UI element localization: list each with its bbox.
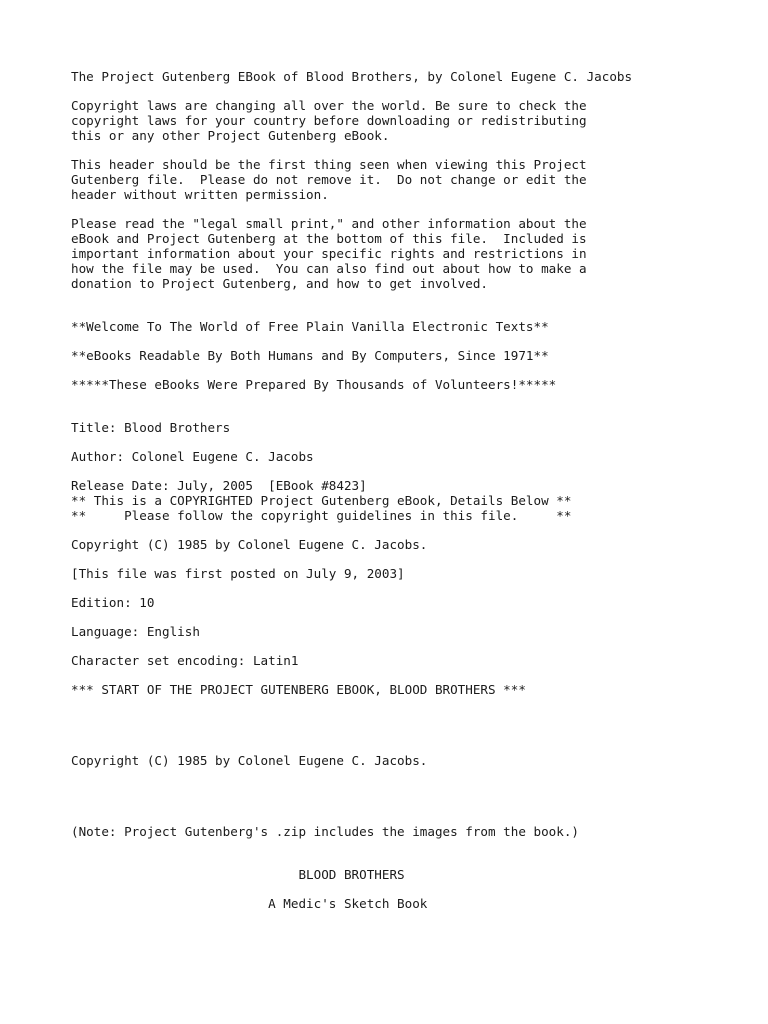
blank-line: [71, 84, 731, 98]
blank-line: [71, 202, 731, 216]
document-text: [71, 69, 731, 911]
blank-line: [71, 435, 731, 449]
text-line: header without written permission.: [71, 187, 329, 202]
blank-line: [71, 853, 731, 867]
text-line: **Welcome To The World of Free Plain Vanilla Electronic Texts**: [71, 319, 549, 334]
text-line: donation to Project Gutenberg, and how to get involved.: [71, 276, 489, 291]
text-line: *****These eBooks Were Prepared By Thousands of Volunteers!*****: [71, 377, 557, 392]
blank-line: [71, 363, 731, 377]
text-line: copyright laws for your country before downloading or redistributing: [71, 113, 587, 128]
text-line: how the file may be used. You can also find out about how to make a: [71, 261, 587, 276]
text-line: this or any other Project Gutenberg eBook.: [71, 128, 390, 143]
blank-line: [71, 406, 731, 420]
text-line: Author: Colonel Eugene C. Jacobs: [71, 449, 314, 464]
blank-line: [71, 782, 731, 796]
text-line: (Note: Project Gutenberg's .zip includes the images from the book.): [71, 824, 579, 839]
text-line: [This file was first posted on July 9, 2003]: [71, 566, 405, 581]
text-line: Copyright laws are changing all over the world. Be sure to check the: [71, 98, 587, 113]
text-line: Gutenberg file. Please do not remove it. Do not change or edit the: [71, 172, 587, 187]
text-line: Please read the "legal small print," and other information about the: [71, 216, 587, 231]
blank-line: [71, 464, 731, 478]
blank-line: [71, 711, 731, 725]
blank-line: [71, 523, 731, 537]
blank-line: [71, 739, 731, 753]
blank-line: [71, 796, 731, 810]
blank-line: [71, 839, 731, 853]
text-line: BLOOD BROTHERS: [71, 867, 405, 882]
blank-line: [71, 768, 731, 782]
text-line: important information about your specific rights and restrictions in: [71, 246, 587, 261]
blank-line: [71, 725, 731, 739]
text-line: A Medic's Sketch Book: [71, 896, 428, 911]
blank-line: [71, 610, 731, 624]
blank-line: [71, 810, 731, 824]
text-line: ** This is a COPYRIGHTED Project Gutenberg eBook, Details Below **: [71, 493, 572, 508]
text-line: *** START OF THE PROJECT GUTENBERG EBOOK, BLOOD BROTHERS ***: [71, 682, 526, 697]
text-line: ** Please follow the copyright guidelines in this file. **: [71, 508, 572, 523]
blank-line: [71, 882, 731, 896]
blank-line: [71, 334, 731, 348]
text-line: eBook and Project Gutenberg at the bottom of this file. Included is: [71, 231, 587, 246]
text-line: This header should be the first thing seen when viewing this Project: [71, 157, 587, 172]
blank-line: [71, 581, 731, 595]
blank-line: [71, 697, 731, 711]
text-line: Edition: 10: [71, 595, 155, 610]
text-line: Copyright (C) 1985 by Colonel Eugene C. Jacobs.: [71, 753, 428, 768]
blank-line: [71, 639, 731, 653]
text-line: Copyright (C) 1985 by Colonel Eugene C. Jacobs.: [71, 537, 428, 552]
text-line: The Project Gutenberg EBook of Blood Brothers, by Colonel Eugene C. Jacobs: [71, 69, 633, 84]
text-line: Character set encoding: Latin1: [71, 653, 299, 668]
blank-line: [71, 291, 731, 305]
text-line: Language: English: [71, 624, 200, 639]
blank-line: [71, 143, 731, 157]
blank-line: [71, 668, 731, 682]
blank-line: [71, 392, 731, 406]
blank-line: [71, 305, 731, 319]
text-line: Title: Blood Brothers: [71, 420, 231, 435]
text-line: Release Date: July, 2005 [EBook #8423]: [71, 478, 367, 493]
blank-line: [71, 552, 731, 566]
text-line: **eBooks Readable By Both Humans and By Computers, Since 1971**: [71, 348, 549, 363]
